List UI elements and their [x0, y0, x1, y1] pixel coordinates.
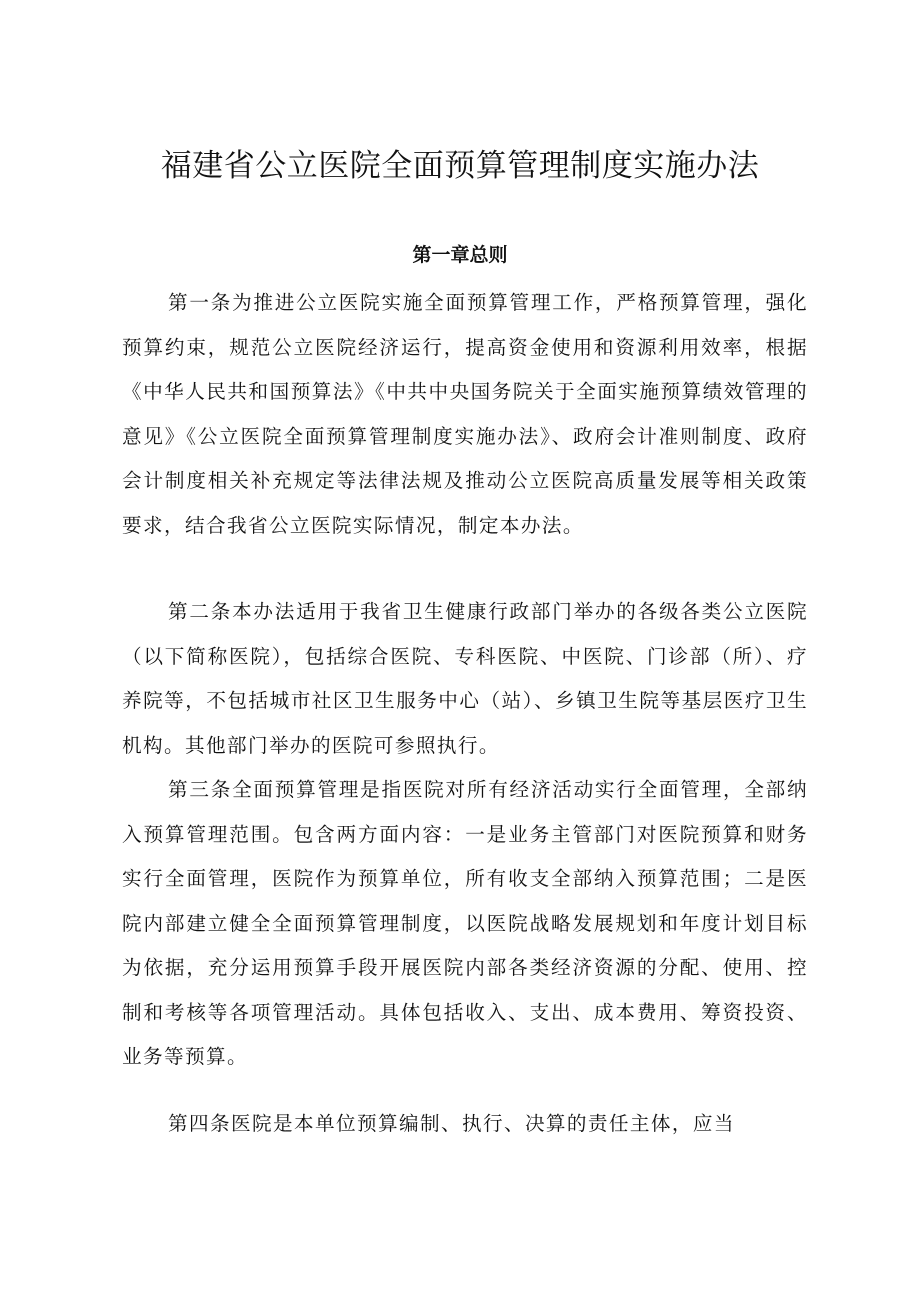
article-2-paragraph: 第二条本办法适用于我省卫生健康行政部门举办的各级各类公立医院（以下简称医院），包括综合医院、专科医院、中医院、门诊部（所）、疗养院等，不包括城市社区卫生服务中心（站）、乡镇卫生院等基层医疗卫生机构。其他部门举办的医院可参照执行。 — [122, 600, 808, 757]
article-3-paragraph: 第三条全面预算管理是指医院对所有经济活动实行全面管理，全部纳入预算管理范围。包含两方面内容：一是业务主管部门对医院预算和财务实行全面管理，医院作为预算单位，所有收支全部纳入预算范围；二是医院内部建立健全全面预算管理制度，以医院战略发展规划和年度计划目标为依据，充分运用预算手段开展医院内部各类经济资源的分配、使用、控制和考核等各项管理活动。具体包括收入、支出、成本费用、筹资投资、业务等预算。 — [122, 778, 808, 1068]
chapter-heading: 第一章总则 — [412, 244, 508, 266]
article-4-paragraph: 第四条医院是本单位预算编制、执行、决算的责任主体，应当 — [168, 1112, 735, 1135]
article-1-paragraph: 第一条为推进公立医院实施全面预算管理工作，严格预算管理，强化预算约束，规范公立医院经济运行，提高资金使用和资源利用效率，根据《中华人民共和国预算法》《中共中央国务院关于全面实施预算绩效管理的意见》《公立医院全面预算管理制度实施办法》、政府会计准则制度、政府会计制度相关补充规定等法律法规及推动公立医院高质量发展等相关政策要求，结合我省公立医院实际情况，制定本办法。 — [122, 291, 808, 537]
document-title: 福建省公立医院全面预算管理制度实施办法 — [160, 148, 760, 184]
